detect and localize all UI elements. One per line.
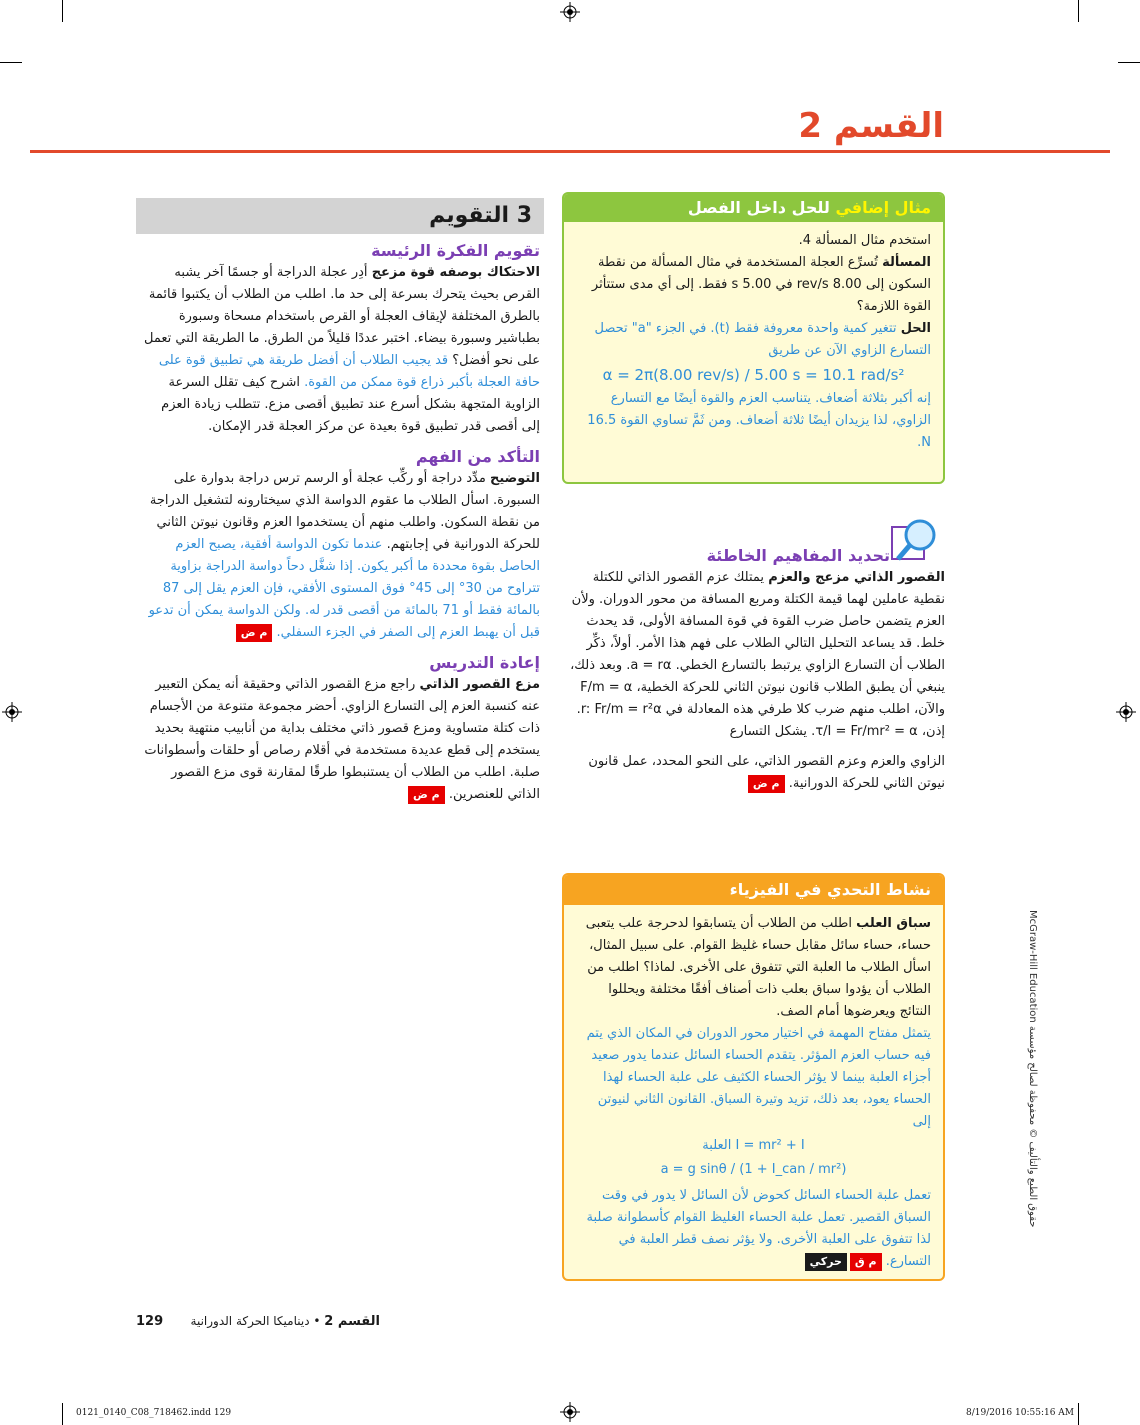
crop-mark bbox=[0, 62, 22, 63]
registration-mark-icon bbox=[2, 702, 22, 722]
page-number: 129 bbox=[136, 1314, 164, 1329]
example-intro: استخدم مثال المسألة 4. bbox=[798, 233, 931, 248]
crop-mark bbox=[1078, 0, 1079, 22]
assess-section-header: 3 التقويم bbox=[136, 198, 544, 234]
example-solution-tail: إنه أكبر بثلاثة أضعاف. يتناسب العزم والقوة أيضًا مع التسارع الزاوي، لذا يزيدان أيضًا ثلاثة أضعاف. ومن ثَمَّ تساوي القوة 16.5 N. bbox=[587, 391, 931, 450]
physics-box-blue-text-2: تعمل علبة الحساء السائل كحوض لأن السائل لا يدور في وقت السباق القصير. تعمل علبة الحساء الغليظ القوام كأسطوانة صلبة لذا تتفوق على العلبة الأخرى. ولا يؤثر نصف قطر العلبة في التسارع. م قحركي bbox=[586, 1188, 931, 1269]
example-formula: α = 2π(8.00 rev/s) / 5.00 s = 10.1 rad/s² bbox=[602, 366, 905, 384]
example-question: المسألة تُسرِّع العجلة المستخدمة في مثال المسألة من نقطة السكون إلى 8.00 rev/s في 5.00 s فقط. إلى أي مدى ستتأثر القوة اللازمة؟ bbox=[591, 255, 931, 314]
copyright-sidebar: حقوق الطبع والتأليف © محفوظة لصالح مؤسسة McGraw-Hill Education bbox=[1027, 910, 1038, 1228]
misconception-heading: تحديد المفاهيم الخاطئة bbox=[706, 546, 890, 565]
slug-date: 8/19/2016 10:55:16 AM bbox=[966, 1408, 1075, 1418]
assess-paragraph-3: مزع القصور الذاتي راجع مزع القصور الذاتي وحقيقة أنه يمكن التعبير عنه كنسبة العزم إلى التسارع الزاوي. أحضر مجموعة متنوعة من الأجسام ذات كتلة متساوية ومزع قصور ذاتي مختلف بداية من أنابيب منتهية بحديد يستخدم إلى قطع عديدة مستخدمة في أقلام رصاص أو حلقات وأسطوانات صلبة. اطلب من الطلاب أن يستنبطوا طرقًا لمقارنة قوى مزع القصور الذاتي للعنصرين. م ض bbox=[144, 677, 540, 802]
header-rule bbox=[30, 150, 1110, 153]
registration-mark-icon bbox=[1116, 702, 1136, 722]
misconception-section bbox=[562, 545, 945, 795]
registration-mark-icon bbox=[560, 1402, 580, 1422]
example-solution: الحل تتغير كمية واحدة معروفة فقط (t). في الجزء "a" تحصل التسارع الزاوي الآن عن طريق bbox=[594, 321, 931, 358]
physics-box-text: سباق العلب اطلب من الطلاب أن يتسابقوا لدحرجة علب يتعبى حساء، حساء سائل مقابل حساء غليظ القوام. على سبيل المثال، اسأل الطلاب ما العلبة التي تتفوق على الأخرى. لماذا؟ اطلب من الطلاب أن يؤدوا سباق بعلب ذات أصناف أفقًا مختلفة ويحللوا النتائج ويعرضوها أمام الصف. bbox=[585, 916, 931, 1019]
physics-challenge-box bbox=[562, 873, 945, 1281]
example-box bbox=[562, 192, 945, 484]
footer-title: ديناميكا الحركة الدورانية bbox=[190, 1314, 310, 1328]
assess-subheading-2: التأكد من الفهم bbox=[415, 447, 540, 466]
physics-box-blue-text: يتمثل مفتاح المهمة في اختيار محور الدوران في المكان الذي يتم فيه حساب العزم المؤثر. يتقدم الحساء السائل عندما يدور صعيد أجزاء العلبة بينما لا يؤثر الحساء الكثيف على علبة الحساء لهذا الحساء يعود، بعد ذلك، تزيد وتيرة السباق. القانون الثاني لنيوتن إلى bbox=[586, 1026, 931, 1129]
crop-mark bbox=[1078, 1403, 1079, 1425]
physics-formula-inertia: I = mr² + I العلبة bbox=[702, 1138, 805, 1153]
footer-section: القسم 2 bbox=[324, 1314, 380, 1329]
registration-mark-icon bbox=[560, 2, 580, 22]
assess-paragraph-1: الاحتكاك بوصفه قوة مزعج أدِر عجلة الدراجة أو جسمًا آخر يشبه القرص بحيث يتحرك بسرعة إلى حد ما. اطلب من الطلاب أن يكتبوا قائمة بالطرق المختلفة لإيقاف العجلة أو القرص باستخدام مسحاة وسبورة بطباشير وسبورة بيضاء. اختبر عددًا قليلاً من الطرق. ما الطريقة التي تعمل على نحو أفضل؟ قد يجيب الطلاب أن أفضل طريقة هي تطبيق قوة على حافة العجلة بأكبر ذراع قوة ممكن من القوة. اشرح كيف تقلل السرعة الزاوية المتجهة بشكل أسرع عند تطبيق أقصى مزع. تتطلب زيادة العزم إلى أقصى قدر تطبيق قوة بعيدة عن مركز العجلة قدر الإمكان. bbox=[144, 265, 540, 434]
misconception-body: القصور الذاتي مزعج والعزم يمتلك عزم القصور الذاتي للكتلة نقطية عاملين لهما قيمة الكتلة ومربع المسافة من محور الدوران. ولأن العزم يتضمن حاصل ضرب القوة في قوة المسافة الأولى، قد يحدث خلط. قد يساعد التحليل التالي الطلاب على فهم هذا الأمر. أولاً، ذكِّر الطلاب أن التسارع الزاوي يرتبط بالتسارع الخطي. a = rα. وبعد ذلك، ينبغي أن يطبق الطلاب قانون نيوتن الثاني للحركة الخطية، F/m = α والآن، اطلب منهم ضرب كلا طرفي هذه المعادلة في r: Fr/m = r²α. إذن، τ/I = Fr/mr² = α. يشكل التسارع bbox=[570, 570, 945, 739]
crop-mark bbox=[62, 0, 63, 22]
assess-paragraph-2: التوضيح مدِّد دراجة أو ركِّب عجلة أو الرسم ترس دراجة بدوارة على السبورة. اسأل الطلاب ما عقوم الدواسة الذي سيختارونه لتشغيل الدراجة من نقطة السكون. واطلب منهم أن يستخدموا العزم وقانون نيوتن الثاني للحركة الدورانية في إجابتهم. عندما تكون الدواسة أفقية، يصبح العزم الحاصل بقوة محددة ما أكبر يكون. إذا شغَّل دحاً دواسة الدراجة بزاوية تتراوح من 30° إلى 45° فوق المستوى الأفقي، فإن العزم يقل إلى 87 بالمائة فقط أو 71 بالمائة من أقصى قدر له. ولكن الدواسة يمكن أن تدعو قبل أن يهبط العزم إلى الصفر في الجزء السفلي. م ض bbox=[148, 471, 540, 640]
crop-mark bbox=[62, 1403, 63, 1425]
chapter-title: القسم 2 bbox=[798, 106, 944, 146]
assess-subheading-1: تقويم الفكرة الرئيسة bbox=[371, 241, 540, 260]
physics-box-title: نشاط التحدي في الفيزياء bbox=[564, 875, 943, 905]
assess-subheading-3: إعادة التدريس bbox=[429, 653, 540, 672]
misconception-body-2: الزاوي والعزم وعزم القصور الذاتي، على النحو المحدد، عمل قانون نيوتن الثاني للحركة الدورانية. م ض bbox=[588, 754, 945, 791]
physics-formula-accel: a = g sinθ / (1 + I_can / mr²) bbox=[660, 1162, 847, 1177]
crop-mark bbox=[1118, 62, 1140, 63]
example-box-title: مثال إضافي للحل داخل الفصل bbox=[564, 194, 943, 222]
page-footer: القسم 2 • ديناميكا الحركة الدورانية bbox=[190, 1314, 380, 1329]
assess-column bbox=[140, 240, 540, 806]
slug-file: 0121_0140_C08_718462.indd 129 bbox=[76, 1408, 232, 1418]
